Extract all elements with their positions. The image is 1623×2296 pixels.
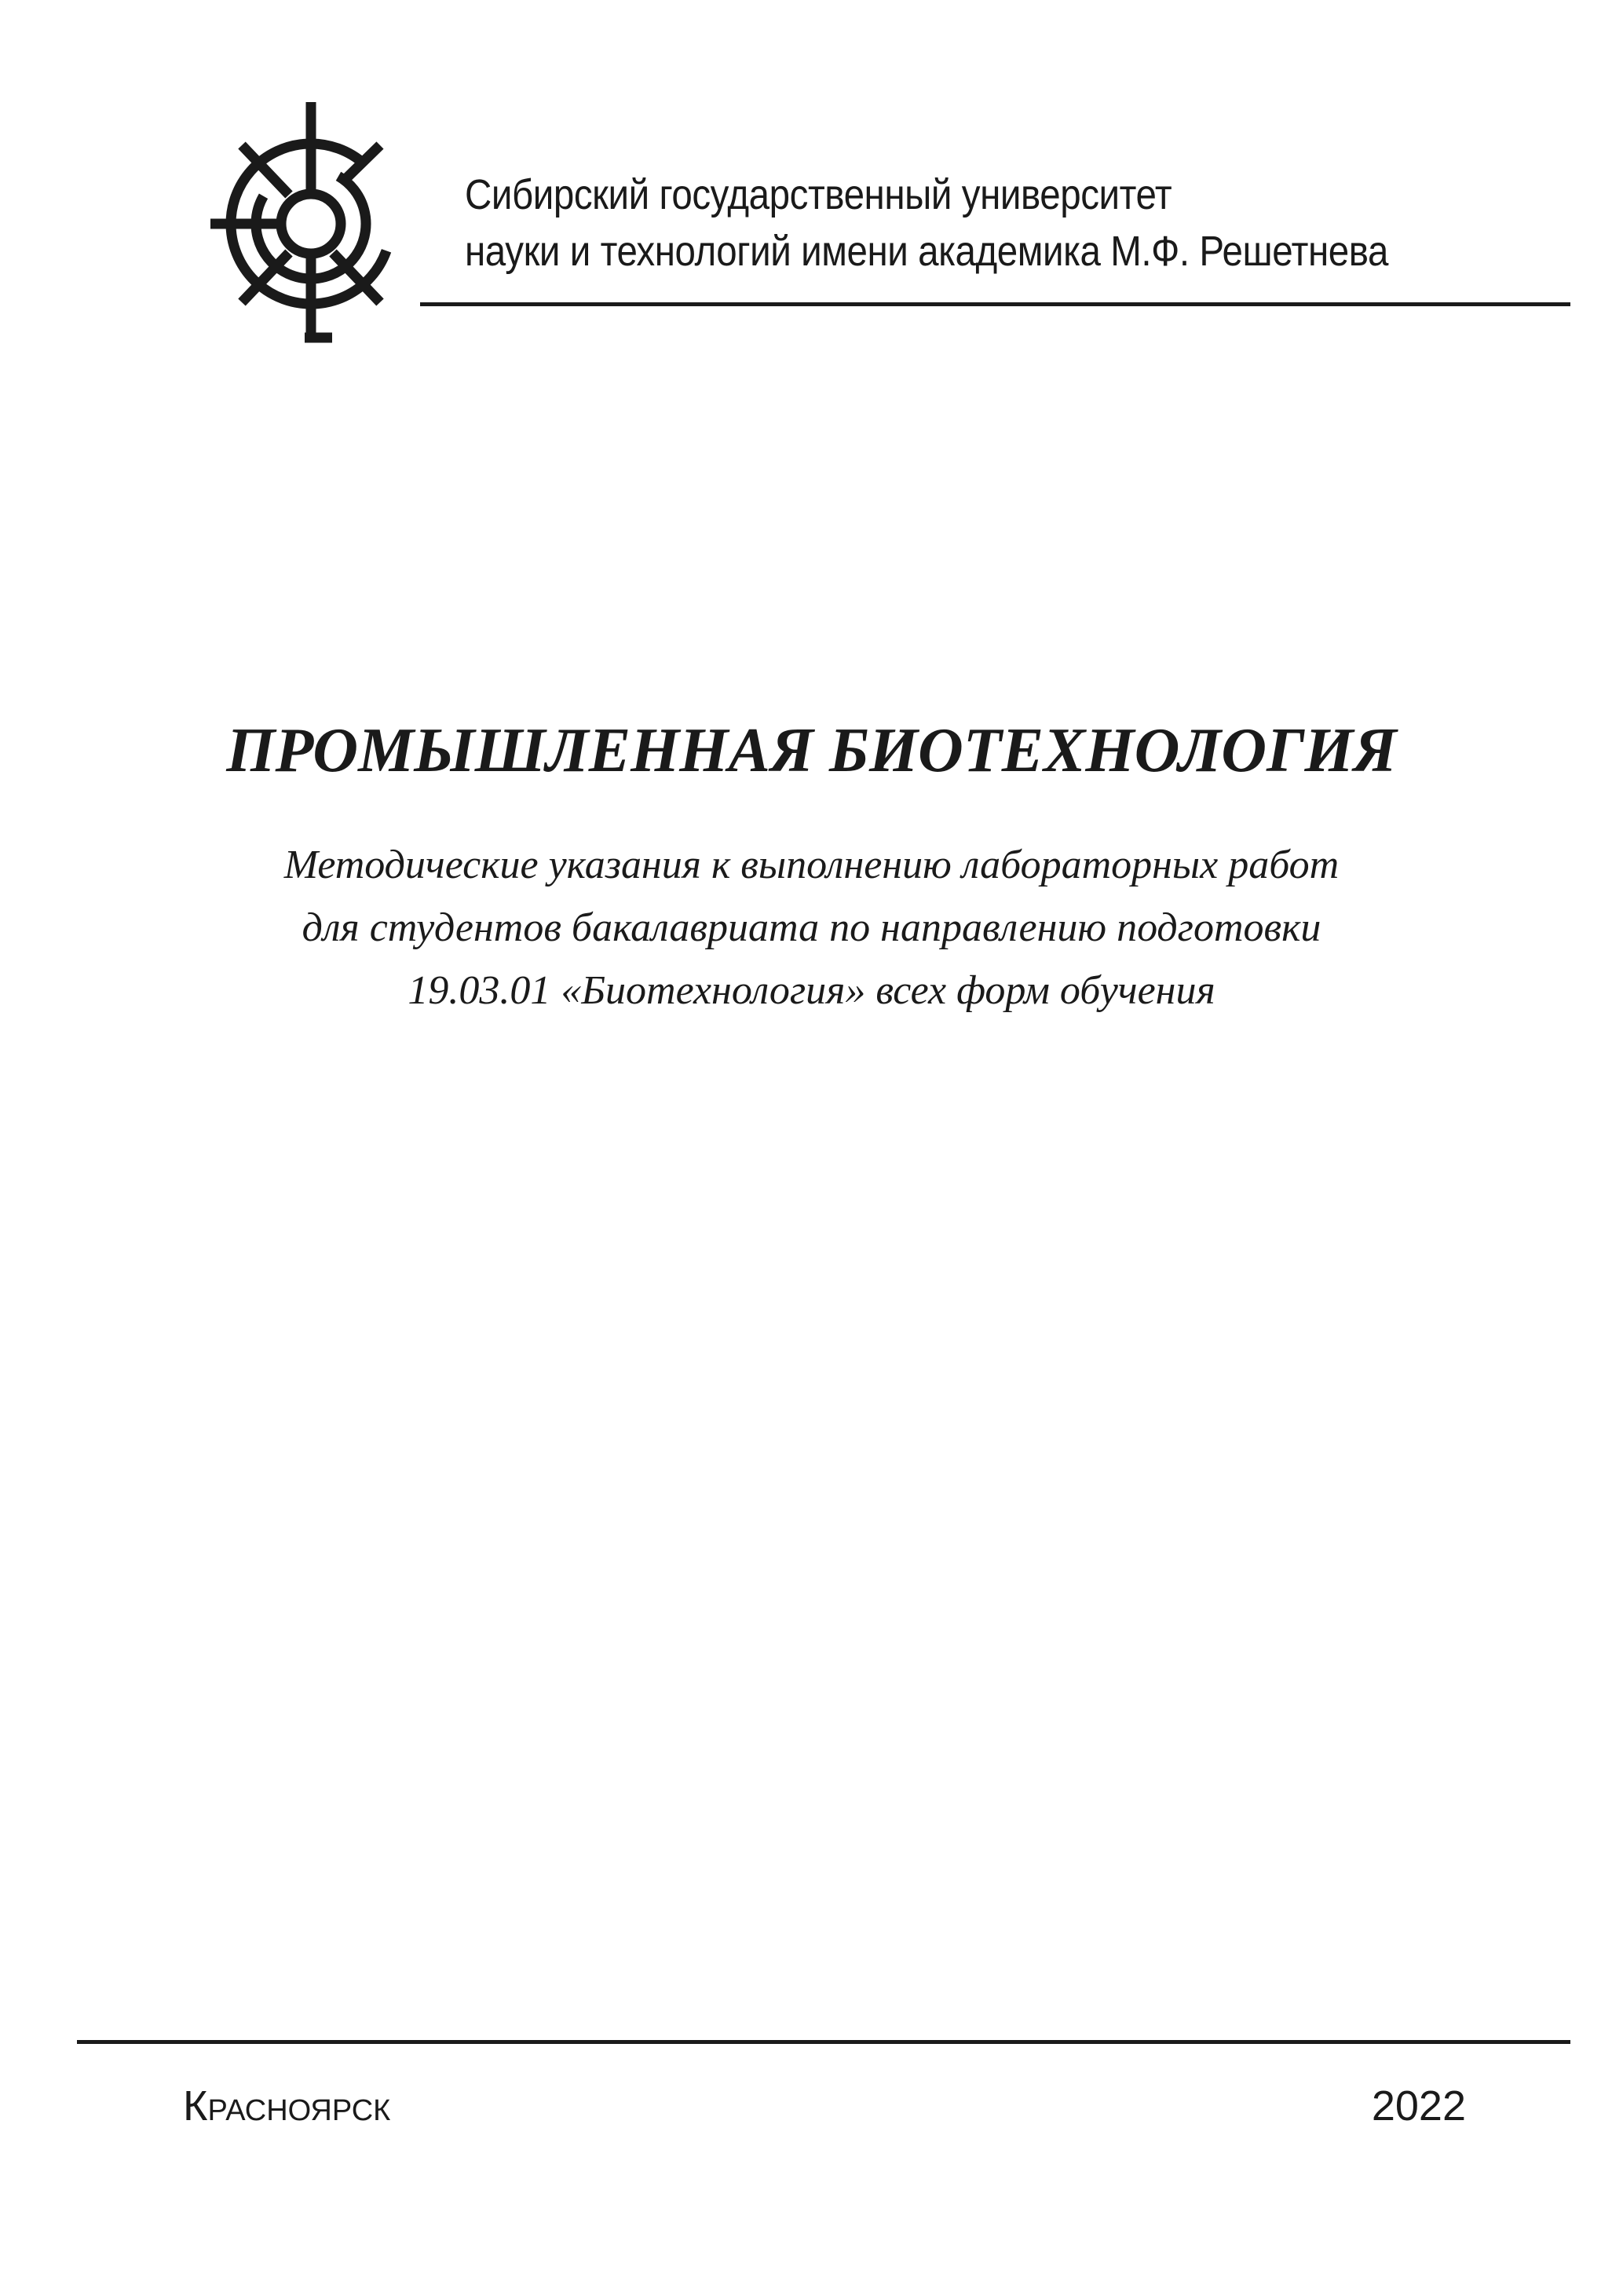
university-emblem-icon [187, 102, 407, 345]
university-name-line-1: Сибирский государственный университет [465, 171, 1172, 218]
publication-year: 2022 [1371, 2082, 1466, 2130]
document-subtitle [0, 834, 1623, 1022]
footer-divider [77, 2040, 1570, 2044]
university-name-line-2: науки и технологий имени академика М.Ф. Решетнева [465, 228, 1389, 275]
subtitle-line-2: для студентов бакалавриата по направлению подготовки [302, 905, 1321, 950]
university-name [465, 166, 1388, 280]
subtitle-line-1: Методические указания к выполнению лабораторных работ [283, 843, 1340, 887]
publication-city: Красноярск [183, 2082, 391, 2130]
subtitle-line-3: 19.03.01 «Биотехнология» всех форм обучения [408, 968, 1215, 1013]
header-divider [420, 302, 1570, 306]
document-title: ПРОМЫШЛЕННАЯ БИОТЕХНОЛОГИЯ [226, 716, 1397, 785]
